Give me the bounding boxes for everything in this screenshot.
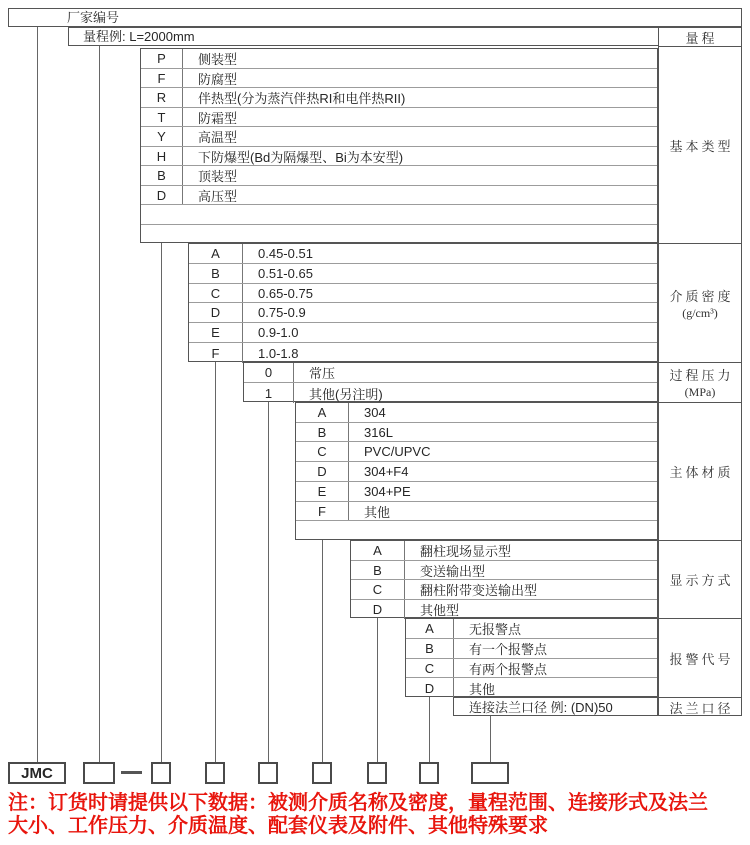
label-basic-type-text: 基本类型 (669, 138, 734, 154)
flange-desc: 连接法兰口径 例: (DN)50 (469, 700, 613, 715)
table-row (296, 502, 657, 521)
label-alarm-code-text: 报警代号 (669, 651, 734, 667)
label-display-mode (659, 541, 741, 619)
range-example-label: 量程例: L=2000mm (83, 29, 195, 44)
range-code-box (83, 762, 115, 784)
table-row (141, 166, 657, 186)
medium-density-code: C (189, 284, 243, 302)
medium-density-desc: 1.0-1.8 (258, 345, 299, 361)
table-row (141, 186, 657, 205)
body-material-code: F (296, 502, 349, 520)
process-pressure-desc: 常压 (309, 366, 336, 381)
ordering-note-line2: 大小、工作压力、介质温度、配套仪表及附件、其他特殊要求 (8, 815, 548, 837)
ordering-note-line1: 注：订货时请提供以下数据：被测介质名称及密度，量程范围、连接形式及法兰 (8, 792, 708, 814)
table-row (351, 541, 657, 561)
table-row (296, 521, 657, 541)
medium-density-code: A (189, 244, 243, 263)
process-pressure-code: 1 (244, 383, 294, 403)
label-flange-size (659, 698, 741, 717)
label-medium-density-unit: (g/cm³) (682, 305, 718, 320)
table-row (189, 264, 657, 284)
flange-row (453, 697, 658, 716)
display-mode-code: A (351, 541, 405, 560)
basic-type-code: P (141, 49, 183, 68)
basic-type-desc: 顶装型 (198, 169, 238, 184)
leader-line (37, 27, 38, 762)
label-flange-size-text: 法兰口径 (669, 701, 734, 716)
table-row (244, 383, 657, 403)
display-code-box (367, 762, 387, 784)
display-mode-code: B (351, 561, 405, 579)
table-row (189, 244, 657, 264)
table-row (141, 127, 657, 147)
alarm-code-code: B (406, 639, 454, 658)
medium-density-desc: 0.65-0.75 (258, 285, 313, 301)
body-material-code: E (296, 482, 349, 501)
body-material-desc: 其他 (364, 504, 391, 520)
table-row (141, 147, 657, 166)
table-row (406, 678, 657, 698)
leader-line (429, 697, 430, 762)
alarm-code-code: A (406, 619, 454, 638)
pressure-code-box (258, 762, 278, 784)
label-medium-density (659, 244, 741, 363)
body-material-code: D (296, 462, 349, 481)
table-row (296, 403, 657, 423)
basic-type-code: D (141, 186, 183, 204)
basic-type-desc: 高温型 (198, 130, 238, 145)
table-body-material (295, 402, 658, 540)
leader-line (322, 540, 323, 762)
label-process-pressure-unit: (MPa) (684, 385, 716, 399)
table-row (141, 225, 657, 244)
basic-type-desc: 下防爆型(Bd为隔爆型、Bi为本安型) (198, 149, 404, 165)
table-row (244, 363, 657, 383)
table-medium-density (188, 243, 658, 362)
density-code-box (205, 762, 225, 784)
basic-type-code: F (141, 69, 183, 87)
alarm-code-desc: 有两个报警点 (469, 661, 548, 677)
label-basic-type (659, 47, 741, 244)
table-row (351, 600, 657, 619)
body-material-desc: 304+PE (364, 484, 411, 499)
range-row (68, 27, 742, 46)
table-row (296, 462, 657, 482)
body-material-desc: 304+F4 (364, 464, 409, 479)
table-row (189, 303, 657, 323)
material-code-box (312, 762, 332, 784)
manufacturer-label: 厂家编号 (67, 10, 120, 25)
basic-type-desc: 伴热型(分为蒸汽伴热RI和电伴热RII) (198, 91, 406, 106)
table-row (296, 423, 657, 442)
medium-density-desc: 0.9-1.0 (258, 325, 299, 340)
alarm-code-desc: 有一个报警点 (469, 642, 548, 657)
alarm-code-box (419, 762, 439, 784)
basic-type-code: B (141, 166, 183, 185)
basic-type-code: Y (141, 127, 183, 146)
ordering-note (8, 792, 746, 838)
table-row (189, 343, 657, 363)
table-display-mode (350, 540, 658, 618)
medium-density-desc: 0.75-0.9 (258, 305, 306, 320)
table-row (406, 639, 657, 659)
table-row (189, 323, 657, 343)
label-process-pressure (659, 363, 741, 403)
display-mode-desc: 其他型 (420, 603, 460, 618)
basic-type-code: H (141, 147, 183, 165)
basic-type-desc: 侧装型 (198, 52, 238, 67)
alarm-code-code: C (406, 659, 454, 677)
table-row (141, 49, 657, 69)
leader-line (215, 362, 216, 762)
medium-density-code: F (189, 343, 243, 363)
display-mode-desc: 翻柱现场显示型 (420, 544, 512, 559)
flange-code-box (471, 762, 509, 784)
process-pressure-code: 0 (244, 363, 294, 382)
body-material-code: B (296, 423, 349, 441)
model-dash (121, 771, 142, 774)
manufacturer-row (8, 8, 742, 27)
table-process-pressure (243, 362, 658, 402)
table-row (296, 482, 657, 502)
table-row (141, 205, 657, 225)
display-mode-desc: 翻柱附带变送输出型 (420, 583, 538, 598)
body-material-desc: 304 (364, 405, 386, 420)
label-range-text: 量程 (685, 30, 718, 46)
table-row (141, 88, 657, 108)
medium-density-code: E (189, 323, 243, 342)
alarm-code-desc: 无报警点 (469, 622, 522, 637)
leader-line (377, 618, 378, 762)
table-basic-type (140, 48, 658, 243)
leader-line (161, 243, 162, 762)
basic-type-code: R (141, 88, 183, 107)
medium-density-desc: 0.51-0.65 (258, 266, 313, 281)
label-medium-density-text: 介质密度 (669, 288, 734, 304)
leader-line (268, 402, 269, 762)
table-row (351, 580, 657, 600)
model-prefix-box (8, 762, 66, 784)
table-row (296, 442, 657, 462)
process-pressure-desc: 其他(另注明) (309, 386, 383, 402)
medium-density-desc: 0.45-0.51 (258, 246, 313, 261)
alarm-code-code: D (406, 678, 454, 698)
basic-type-desc: 高压型 (198, 188, 238, 204)
display-mode-code: D (351, 600, 405, 619)
label-body-material (659, 403, 741, 541)
label-display-mode-text: 显示方式 (669, 573, 734, 588)
table-row (351, 561, 657, 580)
display-mode-code: C (351, 580, 405, 599)
table-row (189, 284, 657, 303)
body-material-code: C (296, 442, 349, 461)
body-material-code: A (296, 403, 349, 422)
label-range (659, 28, 741, 47)
basic-type-code-box (151, 762, 171, 784)
basic-type-desc: 防腐型 (198, 71, 238, 87)
basic-type-code: T (141, 108, 183, 126)
medium-density-code: B (189, 264, 243, 283)
model-prefix: JMC (21, 764, 53, 782)
label-alarm-code (659, 619, 741, 698)
table-row (141, 69, 657, 88)
label-body-material-text: 主体材质 (669, 465, 734, 480)
body-material-desc: 316L (364, 424, 393, 440)
basic-type-desc: 防霜型 (198, 110, 238, 126)
table-row (406, 659, 657, 678)
label-process-pressure-text: 过程压力 (669, 368, 734, 383)
category-label-column (658, 27, 742, 716)
leader-line (99, 46, 100, 762)
medium-density-code: D (189, 303, 243, 322)
table-row (406, 619, 657, 639)
table-alarm-code (405, 618, 658, 697)
alarm-code-desc: 其他 (469, 681, 496, 697)
body-material-desc: PVC/UPVC (364, 444, 431, 459)
display-mode-desc: 变送输出型 (420, 563, 486, 579)
leader-line (490, 716, 491, 762)
table-row (141, 108, 657, 127)
